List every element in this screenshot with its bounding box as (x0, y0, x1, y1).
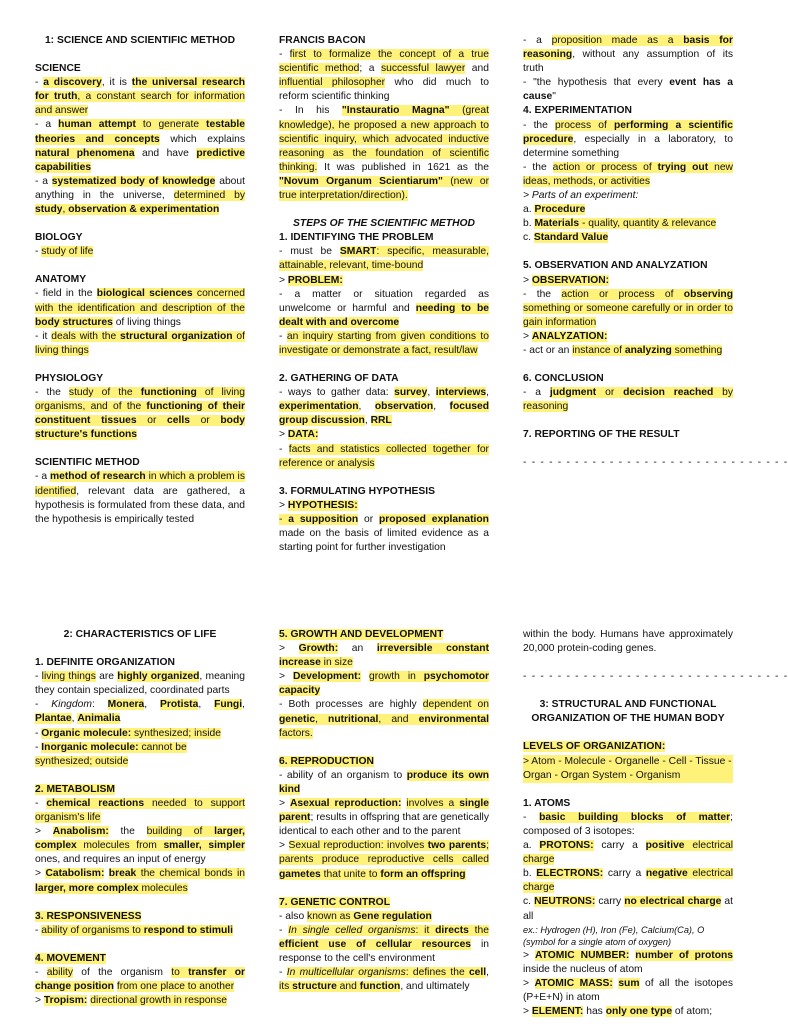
bacon-heading: FRANCIS BACON (279, 35, 366, 46)
section-2-title: 2: CHARACTERISTICS OF LIFE (63, 629, 217, 640)
section-3-title: 3: STRUCTURAL AND FUNCTIONAL ORGANIZATION OF THE HUMAN BODY (531, 699, 725, 725)
column-2-bottom (279, 628, 489, 994)
biology-def: - study of life (35, 246, 94, 258)
problem-def-2: - an inquiry starting from given conditions to investigate or demonstrate a fact, result/law (279, 330, 489, 356)
step-7-heading: 7. REPORTING OF THE RESULT (523, 429, 680, 441)
step-2-heading: 2. GATHERING OF DATA (279, 373, 399, 385)
step-6-heading: 6. CONCLUSION (523, 373, 604, 385)
gene-regulation: - also known as Gene regulation (279, 910, 432, 922)
biology-heading: BIOLOGY (35, 232, 83, 244)
anatomy-def-1: - field in the biological sciences concerned with the identification and description of the body structures of living things (35, 288, 246, 328)
char-6-heading: 6. REPRODUCTION (279, 755, 374, 767)
problem-label: > PROBLEM: (279, 274, 343, 286)
anatomy-heading: ANATOMY (35, 274, 87, 286)
analyzation-def: - act or an instance of analyzing something (523, 344, 723, 356)
atomic-number-def: > ATOMIC NUMBER: number of protons inside the nucleus of atom (523, 949, 734, 975)
organic-molecule: - Organic molecule: synthesized; inside (35, 727, 222, 739)
atoms-def: - basic building blocks of matter; composed of 3 isotopes: (523, 811, 733, 837)
electrons-def: b. ELECTRONS: carry a negative electrical charge (523, 868, 733, 894)
data-def: - facts and statistics collected together for reference or analysis (279, 443, 489, 469)
development-def: > Development: growth in psychomotor capacity (279, 671, 489, 697)
hypothesis-def-1: - a supposition or proposed explanation made on the basis of limited evidence as a starting point for further investigation (279, 513, 489, 554)
observation-def: - the action or process of observing something or someone carefully or in order to gain information (523, 288, 734, 328)
method-heading: SCIENTIFIC METHOD (35, 457, 140, 469)
growth-factors: - Both processes are highly dependent on genetic, nutritional, and environmental factors. (279, 699, 489, 739)
analyzation-label: > ANALYZATION: (523, 330, 608, 342)
step-4-heading: 4. EXPERIMENTATION (523, 105, 632, 117)
section-2-divider: - - - - - - - - - - - - - - - - - - - - - - - - - - - - - - - (523, 671, 788, 683)
atoms-heading: 1. ATOMS (523, 797, 571, 809)
conclusion-def: - a judgment or decision reached by reasoning (523, 387, 733, 413)
char-2-heading: 2. METABOLISM (35, 783, 115, 795)
hypothesis-label: > HYPOTHESIS: (279, 499, 358, 511)
sexual-def: > Sexual reproduction: involves two parents; parents produce reproductive cells called gametes that unite to form an offspring (279, 840, 489, 880)
organization-def: - living things are highly organized, meaning they contain specialized, coordinated parts (35, 671, 245, 697)
kingdoms: - Kingdom: Monera, Protista, Fungi, Plantae, Animalia (35, 699, 245, 725)
inorganic-molecule: - Inorganic molecule: cannot be synthesized; outside (35, 741, 187, 767)
science-def-1: - a discovery, it is the universal research for truth, a constant search for information and answer (35, 77, 245, 117)
anatomy-def-2: - it deals with the structural organization of living things (35, 330, 246, 356)
section-1-title: 1: SCIENCE AND SCIENTIFIC METHOD (44, 35, 236, 46)
experiment-parts: > Parts of an experiment: (523, 190, 639, 202)
part-standard-value: c. Standard Value (523, 232, 609, 244)
levels-heading: LEVELS OF ORGANIZATION: (523, 741, 666, 753)
atoms-examples: ex.: Hydrogen (H), Iron (Fe), Calcium(Ca), O (symbol for a single atom of oxygen) (523, 924, 705, 948)
tropism-def: > Tropism: directional growth in response (35, 995, 228, 1007)
column-2-top (279, 34, 489, 555)
column-1-bottom (35, 628, 245, 1008)
step-1-smart: - must be SMART: specific, measurable, attainable, relevant, time-bound (279, 246, 489, 272)
method-def: - a method of research in which a problem is identified, relevant data are gathered, a hypothesis is formulated from these data, and the hypothesis is empirically tested (35, 471, 245, 525)
science-heading: SCIENCE (35, 63, 81, 75)
steps-heading: STEPS OF THE SCIENTIFIC METHOD (293, 218, 475, 230)
step-3-heading: 3. FORMULATING HYPOTHESIS (279, 485, 435, 497)
levels-list: > Atom - Molecule - Organelle - Cell - Tissue - Organ - Organ System - Organism (523, 755, 733, 783)
data-ways: - ways to gather data: survey, interviews, experimentation, observation, focused group discussion, RRL (279, 387, 489, 427)
growth-def: > Growth: an irreversible constant increase in size (279, 643, 489, 669)
science-def-3: - a systematized body of knowledge about anything in the universe, determined by study, observation & experimentation (35, 175, 245, 216)
bacon-def-2: - In his "Instauratio Magna" (great knowledge), he proposed a new approach to scientific inquiry, which advocated inductive reasoning as the foundation of scientific thinking. It was published in 1621 as the "Novum Organum Scientiarum" (new or true interpretation/direction). (279, 105, 490, 202)
element-def: > ELEMENT: has only one type of atom; (523, 1005, 713, 1017)
protein-genes: within the body. Humans have approximately 20,000 protein-coding genes. (523, 629, 733, 655)
step-5-heading: 5. OBSERVATION AND ANALYZATION (523, 260, 708, 272)
experimentation-def-1: - the process of performing a scientific procedure, especially in a laboratory, to determine something (523, 119, 733, 159)
physiology-heading: PHYSIOLOGY (35, 372, 104, 384)
science-def-2: - a human attempt to generate testable theories and concepts which explains natural phenomena and have predictive capabilities (35, 119, 245, 173)
multi-cell-control: - In multicellular organisms: defines the cell, its structure and function, and ultimately (279, 967, 490, 993)
data-label: > DATA: (279, 429, 319, 441)
protons-def: a. PROTONS: carry a positive electrical charge (523, 840, 733, 866)
catabolism-def: > Catabolism: break the chemical bonds in larger, more complex molecules (35, 868, 245, 894)
step-1-heading: 1. IDENTIFYING THE PROBLEM (279, 232, 434, 244)
experimentation-def-2: - the action or process of trying out new ideas, methods, or activities (523, 161, 733, 187)
bacon-def-1: - first to formalize the concept of a true scientific method; a successful lawyer and influential philosopher who did much to reform scientific thinking (279, 49, 490, 103)
single-cell-control: - In single celled organisms: it directs the efficient use of cellular resources in response to the cell's environment (279, 924, 489, 964)
responsiveness-def: - ability of organisms to respond to stimuli (35, 924, 233, 936)
problem-def-1: - a matter or situation regarded as unwelcome or harmful and needing to be dealt with and overcome (279, 288, 489, 328)
char-1-heading: 1. DEFINITE ORGANIZATION (35, 657, 175, 669)
physiology-def: - the study of the functioning of living organisms, and of the functioning of their constituent tissues or cells or body structure's functions (35, 386, 245, 441)
char-4-heading: 4. MOVEMENT (35, 952, 106, 964)
anabolism-def: > Anabolism: the building of larger, complex molecules from smaller, simpler ones, and requires an input of energy (35, 826, 245, 866)
metabolism-def: - chemical reactions needed to support organism's life (35, 797, 246, 824)
hypothesis-example: - "the hypothesis that every event has a cause" (523, 77, 733, 103)
char-5-heading: 5. GROWTH AND DEVELOPMENT (279, 629, 444, 640)
column-1-top (35, 34, 245, 527)
column-3-top (523, 34, 788, 471)
reproduction-def: - ability of an organism to produce its own kind (279, 769, 489, 795)
part-procedure: a. Procedure (523, 204, 586, 216)
atomic-mass-def: > ATOMIC MASS: sum of all the isotopes (P+E+N) in atom (523, 977, 733, 1003)
neutrons-def: c. NEUTRONS: carry no electrical charge at all (523, 896, 733, 922)
char-3-heading: 3. RESPONSIVENESS (35, 910, 142, 922)
hypothesis-def-2: - a proposition made as a basis for reasoning, without any assumption of its truth (523, 35, 733, 75)
asexual-def: > Asexual reproduction: involves a single parent; results in offspring that are genetically identical to each other and to the parent (279, 798, 489, 838)
char-7-heading: 7. GENETIC CONTROL (279, 896, 390, 908)
part-materials: b. Materials - quality, quantity & relevance (523, 218, 717, 230)
section-1-divider: - - - - - - - - - - - - - - - - - - - - - - - - - - - - - - - (523, 457, 788, 469)
column-3-bottom (523, 628, 788, 1019)
movement-def: - ability of the organism to transfer or change position from one place to another (35, 966, 245, 992)
observation-label: > OBSERVATION: (523, 274, 610, 286)
